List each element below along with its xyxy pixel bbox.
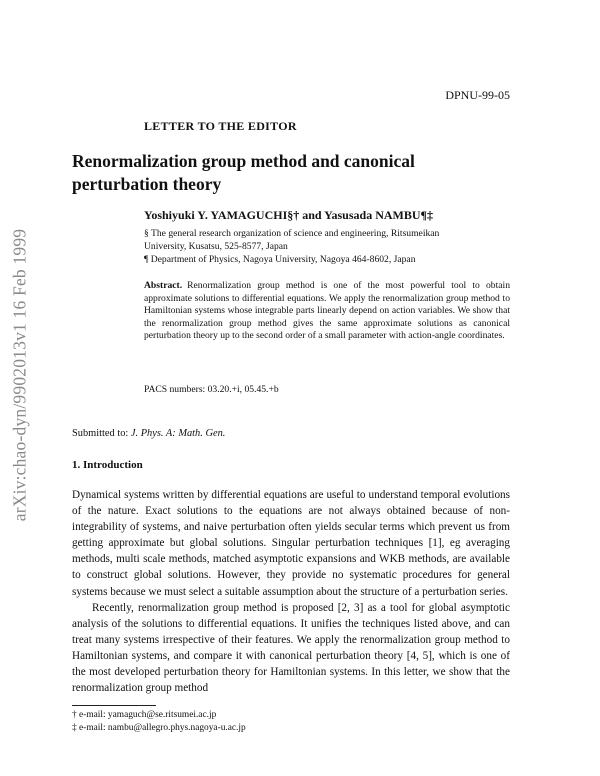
pacs-numbers: PACS numbers: 03.20.+i, 05.45.+b (144, 384, 279, 395)
submitted-label: Submitted to: (72, 428, 129, 439)
letter-label: LETTER TO THE EDITOR (144, 119, 297, 133)
report-number: DPNU-99-05 (445, 88, 510, 102)
arxiv-identifier: arXiv:chao-dyn/9902013v1 16 Feb 1999 (9, 228, 30, 522)
footnote-2: ‡ e-mail: nambu@allegro.phys.nagoya-u.ac.jp (72, 723, 246, 733)
paper-title (72, 150, 512, 196)
paragraph-1: Dynamical systems written by differential equations are useful to understand temporal evolutions of the nature. Exact solutions to the equations are not always obtained because of non-integrability of systems, and naive perturbation often yields secular terms which prevent us from getting approximate but global solutions. Singular perturbation techniques [1], eg averaging methods, multi scale methods, matched asymptotic expansions and WKB methods, are available to construct global solutions. However, they provide no systematic procedures for general systems because we must select a suitable assumption about the structure of a perturbation series. (72, 489, 510, 598)
affiliation-2: ¶ Department of Physics, Nagoya University, Nagoya 464-8602, Japan (144, 254, 416, 265)
submitted-to (72, 428, 225, 439)
paragraph-2: Recently, renormalization group method is proposed [2, 3] as a tool for global asymptotic analysis of the solutions to differential equations. It unifies the techniques listed above, and can treat many systems irrespective of their features. We apply the renormalization group method to Hamiltonian systems, and compare it with canonical perturbation theory [4, 5], which is one of the most developed perturbation theory for Hamiltonian systems. In this letter, we show that the renormalization group method (72, 601, 510, 695)
abstract (144, 280, 510, 343)
affiliation-1-line-2: University, Kusatsu, 525-8577, Japan (144, 241, 288, 252)
title-line-2: perturbation theory (72, 174, 222, 194)
arxiv-sidebar (0, 195, 41, 555)
footnote-rule (72, 705, 156, 706)
authors: Yoshiyuki Y. YAMAGUCHI§† and Yasusada NAMBU¶‡ (144, 208, 433, 222)
body-text (72, 487, 510, 696)
journal-name: J. Phys. A: Math. Gen. (130, 428, 226, 439)
footnote-1: † e-mail: yamaguch@se.ritsumei.ac.jp (72, 710, 217, 720)
abstract-label: Abstract. (144, 280, 183, 291)
affiliation-1-line-1: § The general research organization of science and engineering, Ritsumeikan (144, 228, 440, 239)
title-line-1: Renormalization group method and canonical (72, 151, 415, 171)
abstract-text: Renormalization group method is one of the most powerful tool to obtain approximate solutions to differential equations. We apply the renormalization group method to Hamiltonian systems whose integrable parts linearly depend on action variables. We show that the renormalization group method gives the same approximate solutions as canonical perturbation theory up to the second order of a small parameter with action-angle coordinates. (144, 280, 510, 341)
section-heading: 1. Introduction (72, 459, 143, 471)
